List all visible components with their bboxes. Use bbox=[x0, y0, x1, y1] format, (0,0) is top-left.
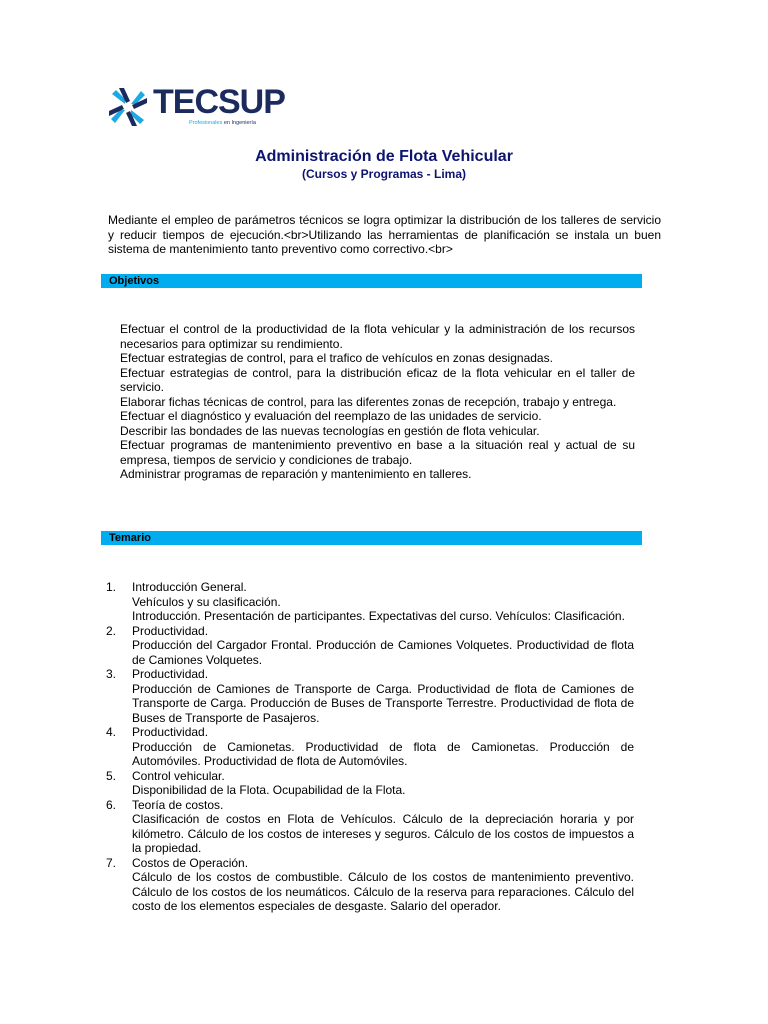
objetivo-item: Describir las bondades de las nuevas tecnologías en gestión de flota vehicular. bbox=[120, 423, 540, 438]
temario-number: 5. bbox=[106, 768, 117, 783]
objetivo-item: Efectuar programas de mantenimiento preventivo en base a la situación real y actual de su empresa, tiempos de servicio y condiciones de trabajo. bbox=[120, 438, 635, 467]
temario-description: Producción del Cargador Frontal. Producción de Camiones Volquetes. Productividad de flota de Camiones Volquetes. bbox=[132, 638, 634, 667]
tecsup-logo bbox=[107, 84, 287, 132]
temario-description: Cálculo de los costos de combustible. Cálculo de los costos de mantenimiento preventivo. Cálculo de los costos de los neumáticos. Cálculo de la reserva para reparaciones. Cálculo del costo de los elementos especiales de desgaste. Salario del operador. bbox=[132, 870, 634, 913]
tecsup-logo-mark-icon bbox=[107, 86, 149, 128]
temario-title: Productividad. bbox=[132, 623, 209, 638]
logo-tagline-a: Profesionales bbox=[189, 120, 223, 126]
temario-subtitle: Vehículos y su clasificación. bbox=[132, 594, 281, 609]
temario-title: Productividad. bbox=[132, 667, 209, 681]
temario-item bbox=[106, 580, 634, 624]
objetivo-item: Elaborar fichas técnicas de control, para las diferentes zonas de recepción, trabajo y entrega. bbox=[120, 394, 617, 409]
temario-title: Costos de Operación. bbox=[132, 855, 249, 870]
temario-item bbox=[106, 856, 634, 914]
temario-number: 2. bbox=[106, 623, 117, 638]
temario-item bbox=[106, 798, 634, 856]
temario-description: Producción de Camionetas. Productividad de flota de Camionetas. Producción de Automóviles. Productividad de flota de Automóviles. bbox=[132, 739, 634, 768]
temario-item bbox=[106, 725, 634, 769]
objetivos-list bbox=[120, 322, 635, 482]
objetivo-item: Efectuar el control de la productividad de la flota vehicular y la administración de los recursos necesarios para optimizar su rendimiento. bbox=[120, 322, 635, 351]
temario-item bbox=[106, 667, 634, 725]
section-heading-objetivos: Objetivos bbox=[101, 274, 642, 288]
intro-paragraph: Mediante el empleo de parámetros técnicos se logra optimizar la distribución de los talleres de servicio y reducir tiempos de ejecución.<br>Utilizando las herramientas de planificación se instala un buen sistema de mantenimiento tanto preventivo como correctivo.<br> bbox=[108, 213, 661, 256]
temario-item bbox=[106, 769, 634, 798]
temario-item bbox=[106, 624, 634, 668]
temario-title: Control vehicular. bbox=[132, 768, 225, 783]
temario-number: 3. bbox=[106, 667, 117, 681]
temario-description: Introducción. Presentación de participantes. Expectativas del curso. Vehículos: Clasificación. bbox=[132, 609, 625, 623]
temario-title: Introducción General. bbox=[132, 580, 247, 594]
temario-number: 7. bbox=[106, 855, 117, 870]
temario-number: 4. bbox=[106, 725, 117, 739]
page-title: Administración de Flota Vehicular bbox=[255, 148, 513, 165]
temario-description: Disponibilidad de la Flota. Ocupabilidad de la Flota. bbox=[132, 783, 406, 797]
temario-list bbox=[106, 580, 634, 914]
objetivo-item: Administrar programas de reparación y mantenimiento en talleres. bbox=[120, 467, 472, 481]
temario-number: 1. bbox=[106, 580, 117, 594]
objetivo-item: Efectuar el diagnóstico y evaluación del reemplazo de las unidades de servicio. bbox=[120, 409, 542, 423]
section-heading-temario: Temario bbox=[101, 531, 642, 545]
temario-title: Teoría de costos. bbox=[132, 797, 224, 812]
objetivo-item: Efectuar estrategias de control, para la distribución eficaz de la flota vehicular en el taller de servicio. bbox=[120, 365, 635, 394]
logo-tagline bbox=[189, 120, 256, 126]
temario-description: Clasificación de costos en Flota de Vehículos. Cálculo de la depreciación horaria y por kilómetro. Cálculo de los costos de intereses y seguros. Cálculo de los costos de impuestos a la propiedad. bbox=[132, 812, 634, 855]
logo-wordmark: TECSUP bbox=[153, 83, 285, 121]
page-subtitle: (Cursos y Programas - Lima) bbox=[301, 167, 467, 181]
temario-description: Producción de Camiones de Transporte de Carga. Productividad de flota de Camiones de Transporte de Carga. Producción de Buses de Transporte Terrestre. Productividad de flota de Buses de Transporte de Pasajeros. bbox=[132, 681, 634, 725]
objetivo-item: Efectuar estrategias de control, para el trafico de vehículos en zonas designadas. bbox=[120, 351, 553, 365]
temario-title: Productividad. bbox=[132, 725, 209, 739]
logo-tagline-b: en Ingeniería bbox=[223, 120, 256, 126]
temario-number: 6. bbox=[106, 797, 117, 812]
